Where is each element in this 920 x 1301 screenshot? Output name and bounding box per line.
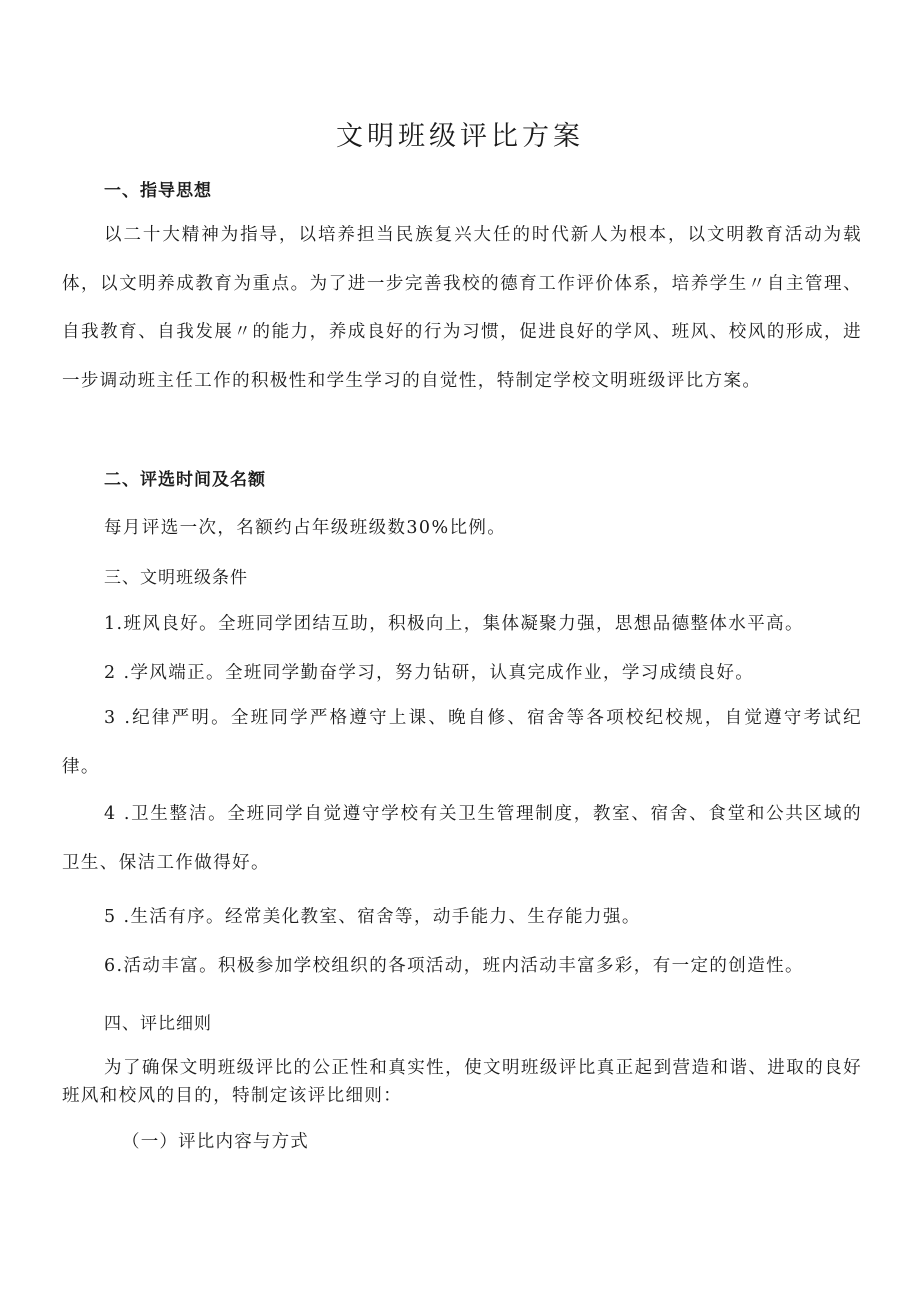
section-paragraph-rules: 为了确保文明班级评比的公正性和真实性，使文明班级评比真正起到营造和谐、进取的良好班风和校风的目的，特制定该评比细则： — [62, 1058, 862, 1106]
section-heading-guiding-ideology: 一、指导思想 — [104, 181, 212, 201]
section-paragraph-guiding-ideology: 以二十大精神为指导，以培养担当民族复兴大任的时代新人为根本，以文明教育活动为载体，以文明养成教育为重点。为了进一步完善我校的德育工作评价体系，培养学生〃自主管理、自我教育、自我发展〃的能力，养成良好的行为习惯，促进良好的学风、班风、校风的形成，进一步调动班主任工作的积极性和学生学习的自觉性，特制定学校文明班级评比方案。 — [62, 225, 862, 391]
condition-item: 6.活动丰富。积极参加学校组织的各项活动，班内活动丰富多彩，有一定的创造性。 — [104, 956, 804, 976]
section-heading-conditions: 三、文明班级条件 — [104, 568, 248, 588]
section-heading-rules: 四、评比细则 — [104, 1014, 212, 1034]
condition-item: 4 .卫生整洁。全班同学自觉遵守学校有关卫生管理制度，教室、宿舍、食堂和公共区域的卫生、保洁工作做得好。 — [62, 804, 862, 873]
document-title: 文明班级评比方案 — [336, 121, 584, 152]
subsection-heading-content-method: （一）评比内容与方式 — [122, 1132, 309, 1152]
section-heading-selection-time: 二、评选时间及名额 — [104, 470, 266, 490]
condition-item: 2 .学风端正。全班同学勤奋学习，努力钻研，认真完成作业，学习成绩良好。 — [104, 663, 755, 683]
section-paragraph-selection-time: 每月评选一次，名额约占年级班级数30%比例。 — [104, 518, 507, 538]
condition-item: 3 .纪律严明。全班同学严格遵守上课、晚自修、宿舍等各项校纪校规，自觉遵守考试纪律。 — [62, 708, 862, 777]
condition-item: 5 .生活有序。经常美化教室、宿舍等，动手能力、生存能力强。 — [104, 907, 641, 927]
condition-item: 1.班风良好。全班同学团结互助，积极向上，集体凝聚力强，思想品德整体水平高。 — [104, 614, 804, 634]
